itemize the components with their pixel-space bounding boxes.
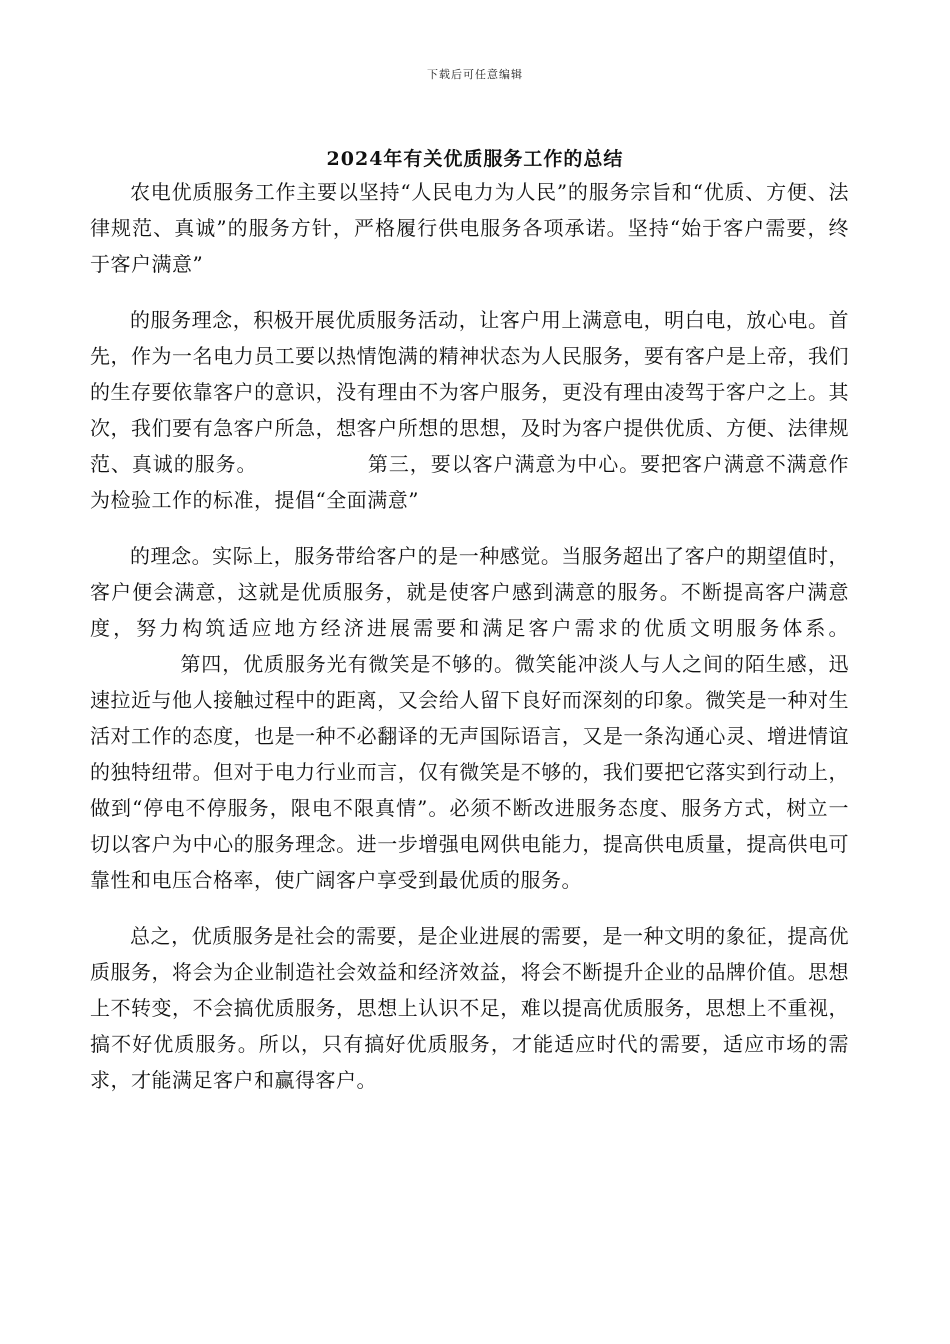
paragraph-service-concept — [90, 302, 849, 518]
paragraph-intro: 农电优质服务工作主要以坚持“人民电力为人民”的服务宗旨和“优质、方便、法律规范、真诚”的服务方针，严格履行供电服务各项承诺。坚持“始于客户需要，终于客户满意” — [90, 180, 849, 276]
paragraph-conclusion: 总之，优质服务是社会的需要，是企业进展的需要，是一种文明的象征，提高优质服务，将会为企业制造社会效益和经济效益，将会不断提升企业的品牌价值。思想上不转变，不会搞优质服务，思想上认识不足，难以提高优质服务，思想上不重视，搞不好优质服务。所以，只有搞好优质服务，才能适应时代的需要，适应市场的需求，才能满足客户和赢得客户。 — [90, 924, 849, 1092]
paragraph-satisfaction-text: 的理念。实际上，服务带给客户的是一种感觉。当服务超出了客户的期望值时，客户便会满意，这就是优质服务，就是使客户感到满意的服务。不断提高客户满意度，努力构筑适应地方经济进展需要和满足客户需求的优质文明服务体系。 — [90, 544, 849, 640]
paragraph-satisfaction — [90, 538, 849, 898]
document-body — [90, 174, 849, 1098]
document-title: 2024年有关优质服务工作的总结 — [326, 148, 624, 170]
paragraph-third-point-text: 第三，要以客户满意为中心。要把客户满意不满意作为检验工作的标准，提倡“全面满意” — [90, 452, 850, 512]
paragraph-service-concept-text: 的服务理念，积极开展优质服务活动，让客户用上满意电，明白电，放心电。首先，作为一名电力员工要以热情饱满的精神状态为人民服务，要有客户是上帝，我们的生存要依靠客户的意识，没有理由不为客户服务，更没有理由凌驾于客户之上。其次，我们要有急客户所急，想客户所想的思想，及时为客户提供优质、方便、法律规范、真诚的服务。 — [90, 308, 849, 476]
paragraph-fourth-point-text: 第四，优质服务光有微笑是不够的。微笑能冲淡人与人之间的陌生感，迅速拉近与他人接触过程中的距离，又会给人留下良好而深刻的印象。微笑是一种对生活对工作的态度，也是一种不必翻译的无声国际语言，又是一条沟通心灵、增进情谊的独特纽带。但对于电力行业而言，仅有微笑是不够的，我们要把它落实到行动上，做到“停电不停服务，限电不限真情”。必须不断改进服务态度、服务方式，树立一切以客户为中心的服务理念。进一步增强电网供电能力，提高供电质量，提高供电可靠性和电压合格率，使广阔客户享受到最优质的服务。 — [90, 652, 849, 892]
header-note: 下载后可任意编辑 — [427, 68, 523, 81]
